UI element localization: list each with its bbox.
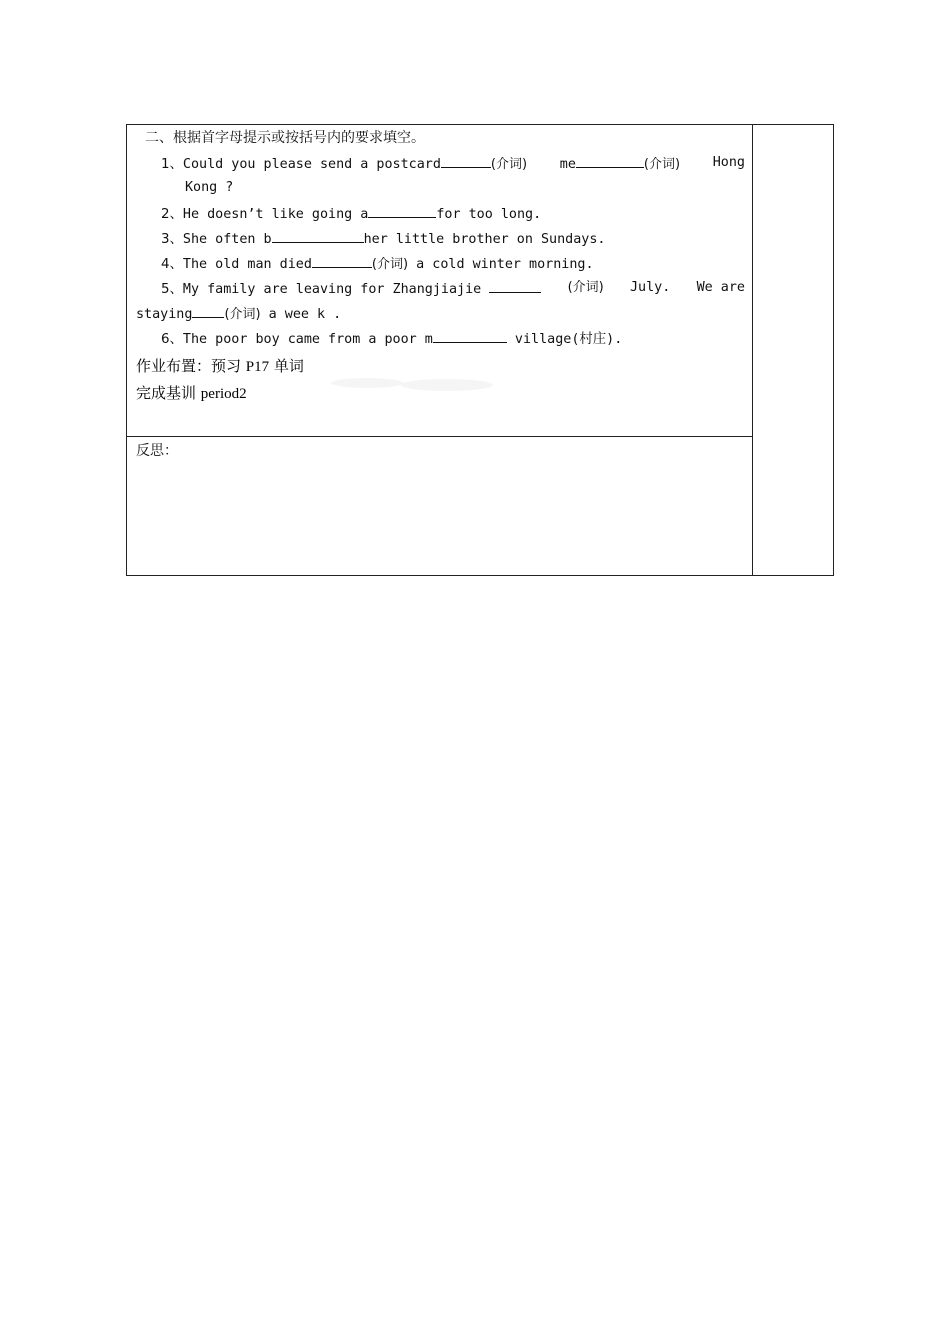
question-number: 6、: [161, 332, 183, 347]
question-text: He doesn’t like going a: [182, 207, 369, 222]
notes-column[interactable]: [753, 125, 833, 575]
hint: (介词): [643, 157, 681, 172]
main-column: [127, 125, 753, 575]
worksheet-table: [126, 124, 834, 576]
answer-blank[interactable]: [312, 253, 372, 268]
question-text: staying: [136, 307, 193, 322]
answer-blank[interactable]: [433, 328, 507, 343]
question-5: [161, 278, 745, 300]
question-1: [161, 153, 745, 175]
question-text: July.: [630, 280, 671, 295]
question-number: 4、: [161, 257, 183, 272]
question-number: 3、: [161, 232, 183, 247]
section-title: 二、根据首字母提示或按括号内的要求填空。: [145, 130, 425, 146]
question-text: We are: [696, 280, 745, 295]
question-text: Hong: [712, 155, 745, 170]
question-text: village(村庄).: [514, 332, 623, 347]
question-text: a cold winter morning.: [416, 257, 594, 272]
question-text: for too long.: [436, 207, 542, 222]
question-text: My family are leaving for Zhangjiajie: [182, 282, 482, 297]
question-number: 2、: [161, 207, 183, 222]
question-2: [161, 203, 541, 225]
question-text: Could you please send a postcard: [182, 157, 441, 172]
homework-line-2: 完成基训 period2: [136, 384, 247, 402]
question-4: [161, 253, 594, 275]
hint: (介词): [224, 307, 261, 322]
homework-line-1: 作业布置：预习 P17 单词: [136, 357, 304, 375]
faint-watermark-graphic: [327, 371, 497, 395]
question-text: her little brother on Sundays.: [363, 232, 606, 247]
hint: (介词): [490, 157, 528, 172]
question-text: The poor boy came from a poor m: [182, 332, 433, 347]
question-number: 1、: [161, 157, 183, 172]
answer-blank[interactable]: [489, 278, 541, 293]
hint: (介词): [371, 257, 409, 272]
question-text: She often b: [182, 232, 272, 247]
answer-blank[interactable]: [441, 153, 491, 168]
answer-blank[interactable]: [192, 303, 224, 318]
question-text: The old man died: [182, 257, 312, 272]
question-5-continued: [136, 303, 341, 325]
answer-blank[interactable]: [272, 228, 364, 243]
question-text: a wee k .: [268, 307, 342, 322]
reflection-label: 反思：: [136, 443, 178, 459]
answer-blank[interactable]: [368, 203, 436, 218]
reflection-cell[interactable]: [127, 437, 752, 575]
question-3: [161, 228, 605, 250]
exercise-cell: [127, 125, 752, 437]
question-1-continued: Kong ?: [185, 180, 234, 195]
answer-blank[interactable]: [576, 153, 644, 168]
question-6: [161, 328, 622, 350]
question-text: me: [559, 157, 576, 172]
hint: (介词): [567, 280, 604, 295]
question-number: 5、: [161, 282, 183, 297]
